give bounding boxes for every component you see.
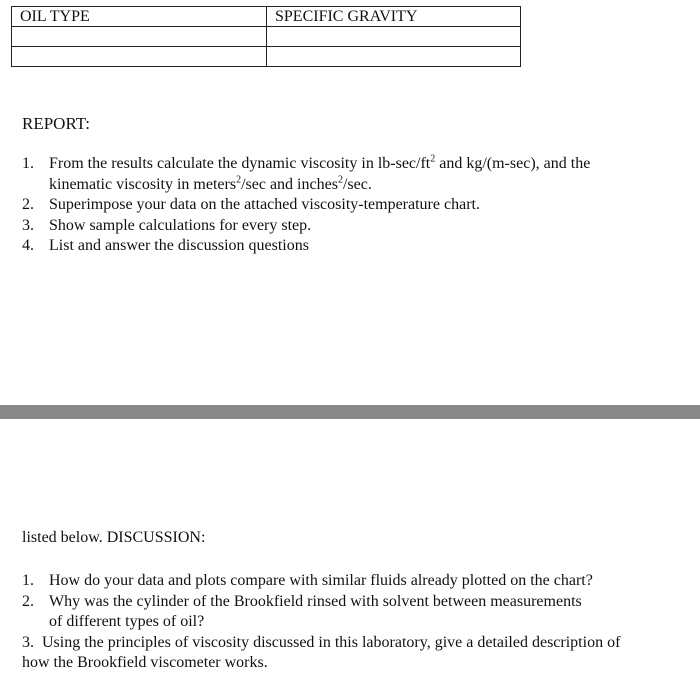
- list-item: [22, 195, 682, 216]
- item-text: How do your data and plots compare with similar fluids already plotted on the chart?: [49, 572, 593, 589]
- item-text: From the results calculate the dynamic viscosity in $lb-\sec/ft^2$ and kg/(m-sec), and the kinematic viscosity in meters$^2$/sec and inches$^2$/sec.: [49, 153, 591, 193]
- discussion-list: [22, 571, 700, 674]
- table-row: [12, 47, 521, 67]
- oil-data-table: [11, 6, 521, 67]
- item-number: 3.: [22, 633, 34, 651]
- discussion-heading: listed below. DISCUSSION:: [22, 529, 206, 546]
- item-text: Superimpose your data on the attached viscosity-temperature chart.: [49, 196, 480, 213]
- table-cell[interactable]: [267, 47, 521, 67]
- table-cell[interactable]: [12, 47, 267, 67]
- table-cell[interactable]: [267, 27, 521, 47]
- list-item: [22, 154, 682, 195]
- item-text: List and answer the discussion questions: [49, 237, 309, 254]
- table-row: [12, 27, 521, 47]
- header-specific-gravity: SPECIFIC GRAVITY: [267, 7, 521, 27]
- item-number: 1.: [22, 155, 34, 172]
- list-item: [22, 633, 700, 674]
- item-number: 3.: [22, 216, 34, 234]
- page-divider: [0, 405, 700, 419]
- list-item: [22, 216, 682, 237]
- item-number: 1.: [22, 572, 34, 589]
- report-list: [22, 154, 682, 257]
- item-text: Why was the cylinder of the Brookfield rinsed with solvent between measurements of different types of oil?: [49, 592, 582, 630]
- table-cell[interactable]: [12, 27, 267, 47]
- item-number: 2.: [22, 592, 34, 610]
- list-item: [22, 236, 682, 257]
- report-heading: REPORT:: [22, 114, 91, 133]
- item-text: Show sample calculations for every step.: [49, 216, 312, 234]
- item-text: Using the principles of viscosity discussed in this laboratory, give a detailed description of how the Brookfield viscometer works.: [22, 633, 621, 671]
- table-header-row: [12, 7, 521, 27]
- item-number: 4.: [22, 237, 34, 254]
- list-item: [22, 571, 700, 592]
- list-item: [22, 592, 700, 633]
- item-number: 2.: [22, 196, 34, 213]
- header-oil-type: OIL TYPE: [12, 7, 267, 27]
